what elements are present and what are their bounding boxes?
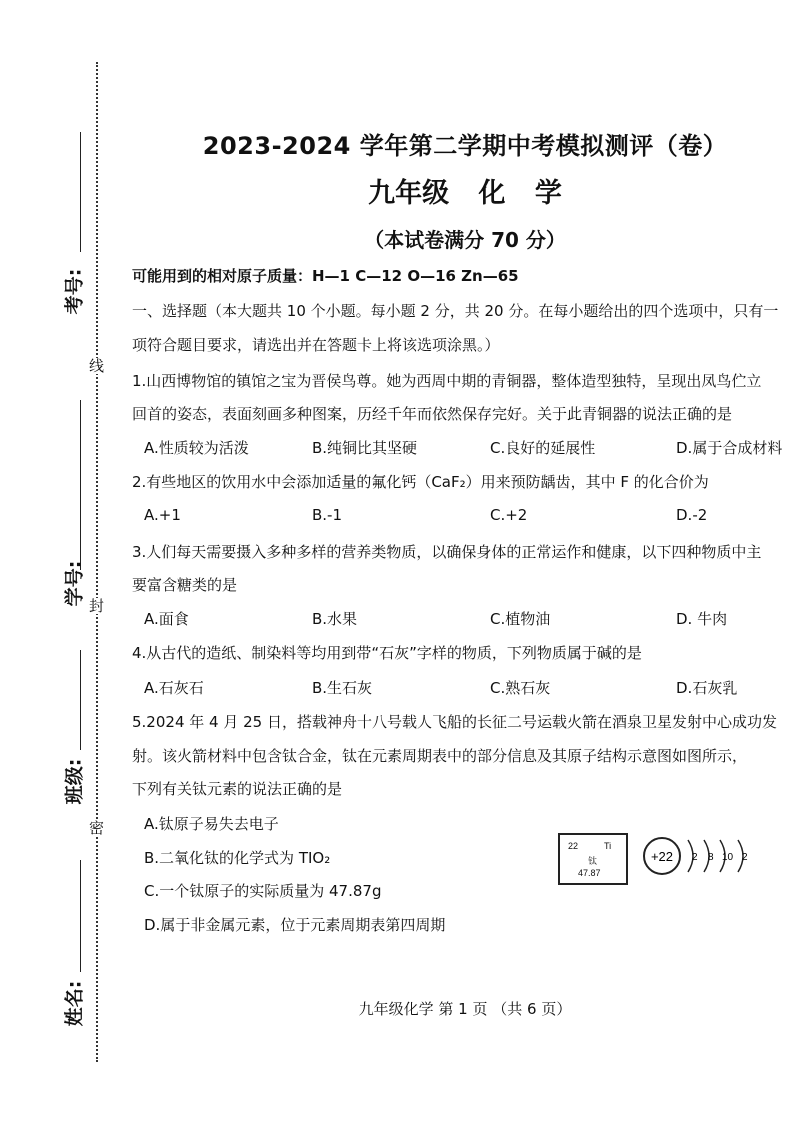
q5-stem-line2: 射。该火箭材料中包含钛合金，钛在元素周期表中的部分信息及其原子结构示意图如图所示，	[132, 747, 748, 765]
exam-number-label: 考号:	[63, 268, 86, 315]
class-underline	[80, 650, 81, 750]
q5-option-a: A.钛原子易失去电子	[144, 815, 279, 833]
q5-option-c: C.一个钛原子的实际质量为 47.87g	[144, 882, 382, 900]
student-id-underline	[80, 400, 81, 570]
exam-subtitle: 九年级 化 学	[368, 178, 562, 209]
exam-title: 2023-2024 学年第二学期中考模拟测评（卷）	[202, 132, 728, 160]
q3-option-b: B.水果	[312, 610, 358, 628]
atomic-masses: 可能用到的相对原子质量：H—1 C—12 O—16 Zn—65	[132, 267, 519, 285]
q1-option-a: A.性质较为活泼	[144, 439, 249, 457]
titanium-atom-structure-diagram	[640, 834, 760, 878]
element-name: 钛	[588, 856, 598, 866]
q5-stem-line3: 下列有关钛元素的说法正确的是	[132, 780, 343, 798]
shell-electrons-4: 2	[742, 852, 748, 863]
class-label: 班级:	[63, 758, 86, 805]
seal-char-feng: 封	[89, 597, 105, 615]
q3-option-c: C.植物油	[490, 610, 551, 628]
q3-option-d: D. 牛肉	[676, 610, 728, 628]
q2-option-d: D.-2	[676, 506, 708, 524]
exam-number-underline	[80, 132, 81, 252]
q2-stem-line1: 2.有些地区的饮用水中会添加适量的氟化钙（CaF₂）用来预防龋齿，其中 F 的化合价为	[132, 473, 709, 491]
q3-stem-line2: 要富含糖类的是	[132, 576, 238, 594]
seal-char-mi: 密	[89, 819, 105, 837]
q1-stem-line1: 1.山西博物馆的镇馆之宝为晋侯鸟尊。她为西周中期的青铜器，整体造型独特，呈现出凤鸟伫立	[132, 372, 762, 390]
q4-option-a: A.石灰石	[144, 679, 204, 697]
q4-option-c: C.熟石灰	[490, 679, 551, 697]
shell-electrons-2: 8	[708, 852, 714, 863]
q1-option-b: B.纯铜比其坚硬	[312, 439, 418, 457]
q5-option-b: B.二氧化钛的化学式为 TIO₂	[144, 849, 331, 867]
q3-option-a: A.面食	[144, 610, 189, 628]
q1-stem-line2: 回首的姿态，表面刻画多种图案，历经千年而依然保存完好。关于此青铜器的说法正确的是	[132, 405, 733, 423]
q2-option-c: C.+2	[490, 506, 528, 524]
page-footer: 九年级化学 第 1 页 （共 6 页）	[358, 1000, 572, 1018]
student-id-label: 学号:	[63, 560, 86, 607]
q4-stem-line1: 4.从古代的造纸、制染料等均用到带“石灰”字样的物质，下列物质属于碱的是	[132, 644, 642, 662]
atomic-mass: 47.87	[578, 868, 601, 878]
atomic-number: 22	[568, 841, 579, 851]
nucleus-charge: +22	[650, 849, 674, 864]
titanium-periodic-cell	[558, 833, 628, 885]
score-note: （本试卷满分 70 分）	[364, 228, 566, 252]
shell-electrons-1: 2	[692, 852, 698, 863]
section-heading-line1: 一、选择题（本大题共 10 个小题。每小题 2 分，共 20 分。在每小题给出的四个选项中，只有一	[132, 302, 779, 320]
name-label: 姓名:	[63, 980, 86, 1027]
element-symbol: Ti	[604, 841, 612, 851]
q4-option-b: B.生石灰	[312, 679, 373, 697]
q2-option-b: B.-1	[312, 506, 343, 524]
q2-option-a: A.+1	[144, 506, 181, 524]
q1-option-c: C.良好的延展性	[490, 439, 596, 457]
shell-electrons-3: 10	[722, 852, 734, 863]
seal-char-xian: 线	[89, 357, 105, 375]
q4-option-d: D.石灰乳	[676, 679, 738, 697]
q1-option-d: D.属于合成材料	[676, 439, 783, 457]
binding-dotted-line	[96, 62, 98, 1062]
q5-stem-line1: 5.2024 年 4 月 25 日，搭载神舟十八号载人飞船的长征二号运载火箭在酒泉卫星发射中心成功发	[132, 713, 777, 731]
q3-stem-line1: 3.人们每天需要摄入多种多样的营养类物质，以确保身体的正常运作和健康，以下四种物质中主	[132, 543, 762, 561]
q5-option-d: D.属于非金属元素，位于元素周期表第四周期	[144, 916, 446, 934]
name-underline	[80, 860, 81, 972]
section-heading-line2: 项符合题目要求，请选出并在答题卡上将该选项涂黑。）	[132, 336, 500, 354]
